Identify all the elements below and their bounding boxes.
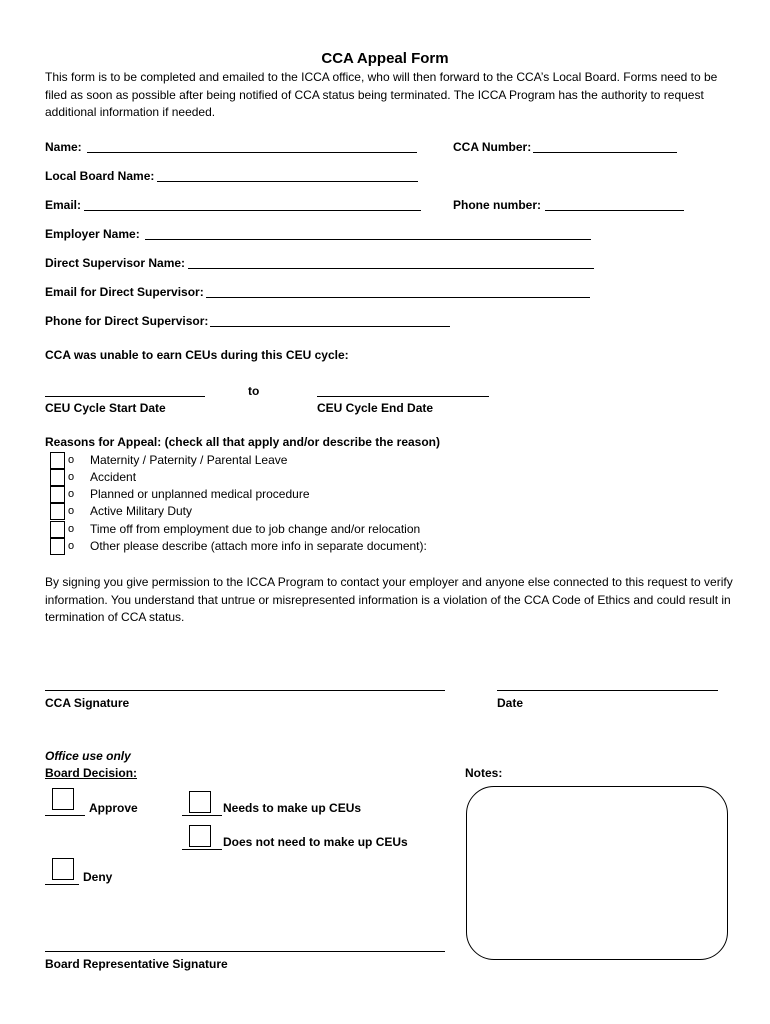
approve-checkbox[interactable] bbox=[52, 788, 74, 810]
reason-label: Other please describe (attach more info in separate document): bbox=[90, 539, 427, 553]
board-decision-label: Board Decision: bbox=[45, 766, 138, 780]
bullet-marker: o bbox=[68, 488, 75, 500]
cca-signature-field[interactable] bbox=[45, 690, 445, 691]
bullet-marker: o bbox=[68, 471, 75, 483]
supervisor-email-field[interactable] bbox=[206, 297, 590, 298]
needs-ceus-line bbox=[182, 815, 222, 816]
board-signature-label: Board Representative Signature bbox=[45, 957, 228, 971]
name-field[interactable] bbox=[87, 152, 417, 153]
deny-line bbox=[45, 884, 79, 885]
reason-checkbox[interactable] bbox=[50, 503, 65, 520]
reason-checkbox[interactable] bbox=[50, 521, 65, 538]
no-ceus-checkbox[interactable] bbox=[189, 825, 211, 847]
date-label: Date bbox=[497, 696, 524, 710]
needs-ceus-label: Needs to make up CEUs bbox=[223, 801, 362, 815]
board-signature-field[interactable] bbox=[45, 951, 445, 952]
reason-checkbox[interactable] bbox=[50, 469, 65, 486]
no-ceus-label: Does not need to make up CEUs bbox=[223, 835, 408, 849]
local-board-label: Local Board Name: bbox=[45, 169, 155, 183]
employer-label: Employer Name: bbox=[45, 227, 140, 241]
reasons-heading: Reasons for Appeal: (check all that apply and/or describe the reason) bbox=[45, 435, 440, 449]
reason-checkbox[interactable] bbox=[50, 538, 65, 555]
needs-ceus-checkbox[interactable] bbox=[189, 791, 211, 813]
supervisor-email-label: Email for Direct Supervisor: bbox=[45, 285, 204, 299]
office-use-label: Office use only bbox=[45, 749, 131, 763]
phone-label: Phone number: bbox=[453, 198, 542, 212]
page-title: CCA Appeal Form bbox=[321, 50, 449, 67]
ceu-statement: CCA was unable to earn CEUs during this CEU cycle: bbox=[45, 348, 349, 362]
ceu-end-field[interactable] bbox=[317, 396, 489, 397]
local-board-field[interactable] bbox=[157, 181, 418, 182]
no-ceus-line bbox=[182, 849, 222, 850]
approve-label: Approve bbox=[89, 801, 138, 815]
ceu-to: to bbox=[248, 384, 260, 398]
deny-label: Deny bbox=[83, 870, 113, 884]
phone-field[interactable] bbox=[545, 210, 684, 211]
ceu-start-field[interactable] bbox=[45, 396, 205, 397]
reason-label: Active Military Duty bbox=[90, 504, 193, 518]
supervisor-field[interactable] bbox=[188, 268, 594, 269]
email-label: Email: bbox=[45, 198, 82, 212]
reason-checkbox[interactable] bbox=[50, 452, 65, 469]
name-label: Name: bbox=[45, 140, 82, 154]
ceu-start-label: CEU Cycle Start Date bbox=[45, 401, 166, 415]
bullet-marker: o bbox=[68, 540, 75, 552]
reason-label: Planned or unplanned medical procedure bbox=[90, 487, 310, 501]
cca-number-field[interactable] bbox=[533, 152, 677, 153]
reason-label: Time off from employment due to job change and/or relocation bbox=[90, 522, 421, 536]
reason-label: Maternity / Paternity / Parental Leave bbox=[90, 453, 288, 467]
bullet-marker: o bbox=[68, 523, 75, 535]
bullet-marker: o bbox=[68, 454, 75, 466]
consent-paragraph: By signing you give permission to the ICCA Program to contact your employer and anyone else connected to this request to verify information. You understand that untrue or misrepresented information is a violation of the CCA Code of Ethics and could result in termination of CCA status. bbox=[45, 575, 733, 624]
ceu-end-label: CEU Cycle End Date bbox=[317, 401, 434, 415]
supervisor-phone-field[interactable] bbox=[210, 326, 450, 327]
bullet-marker: o bbox=[68, 505, 75, 517]
cca-number-label: CCA Number: bbox=[453, 140, 532, 154]
date-field[interactable] bbox=[497, 690, 718, 691]
notes-box[interactable] bbox=[466, 786, 728, 960]
email-field[interactable] bbox=[84, 210, 421, 211]
notes-label: Notes: bbox=[465, 766, 503, 780]
employer-field[interactable] bbox=[145, 239, 591, 240]
cca-signature-label: CCA Signature bbox=[45, 696, 130, 710]
reason-label: Accident bbox=[90, 470, 137, 484]
supervisor-label: Direct Supervisor Name: bbox=[45, 256, 186, 270]
reason-checkbox[interactable] bbox=[50, 486, 65, 503]
deny-checkbox[interactable] bbox=[52, 858, 74, 880]
approve-line bbox=[45, 815, 85, 816]
supervisor-phone-label: Phone for Direct Supervisor: bbox=[45, 314, 209, 328]
intro-paragraph: This form is to be completed and emailed to the ICCA office, who will then forward to the CCA’s Local Board. Forms need to be filed as soon as possible after being notified of CCA status being terminated. The ICCA Program has the authority to request additional information if needed. bbox=[45, 70, 718, 119]
